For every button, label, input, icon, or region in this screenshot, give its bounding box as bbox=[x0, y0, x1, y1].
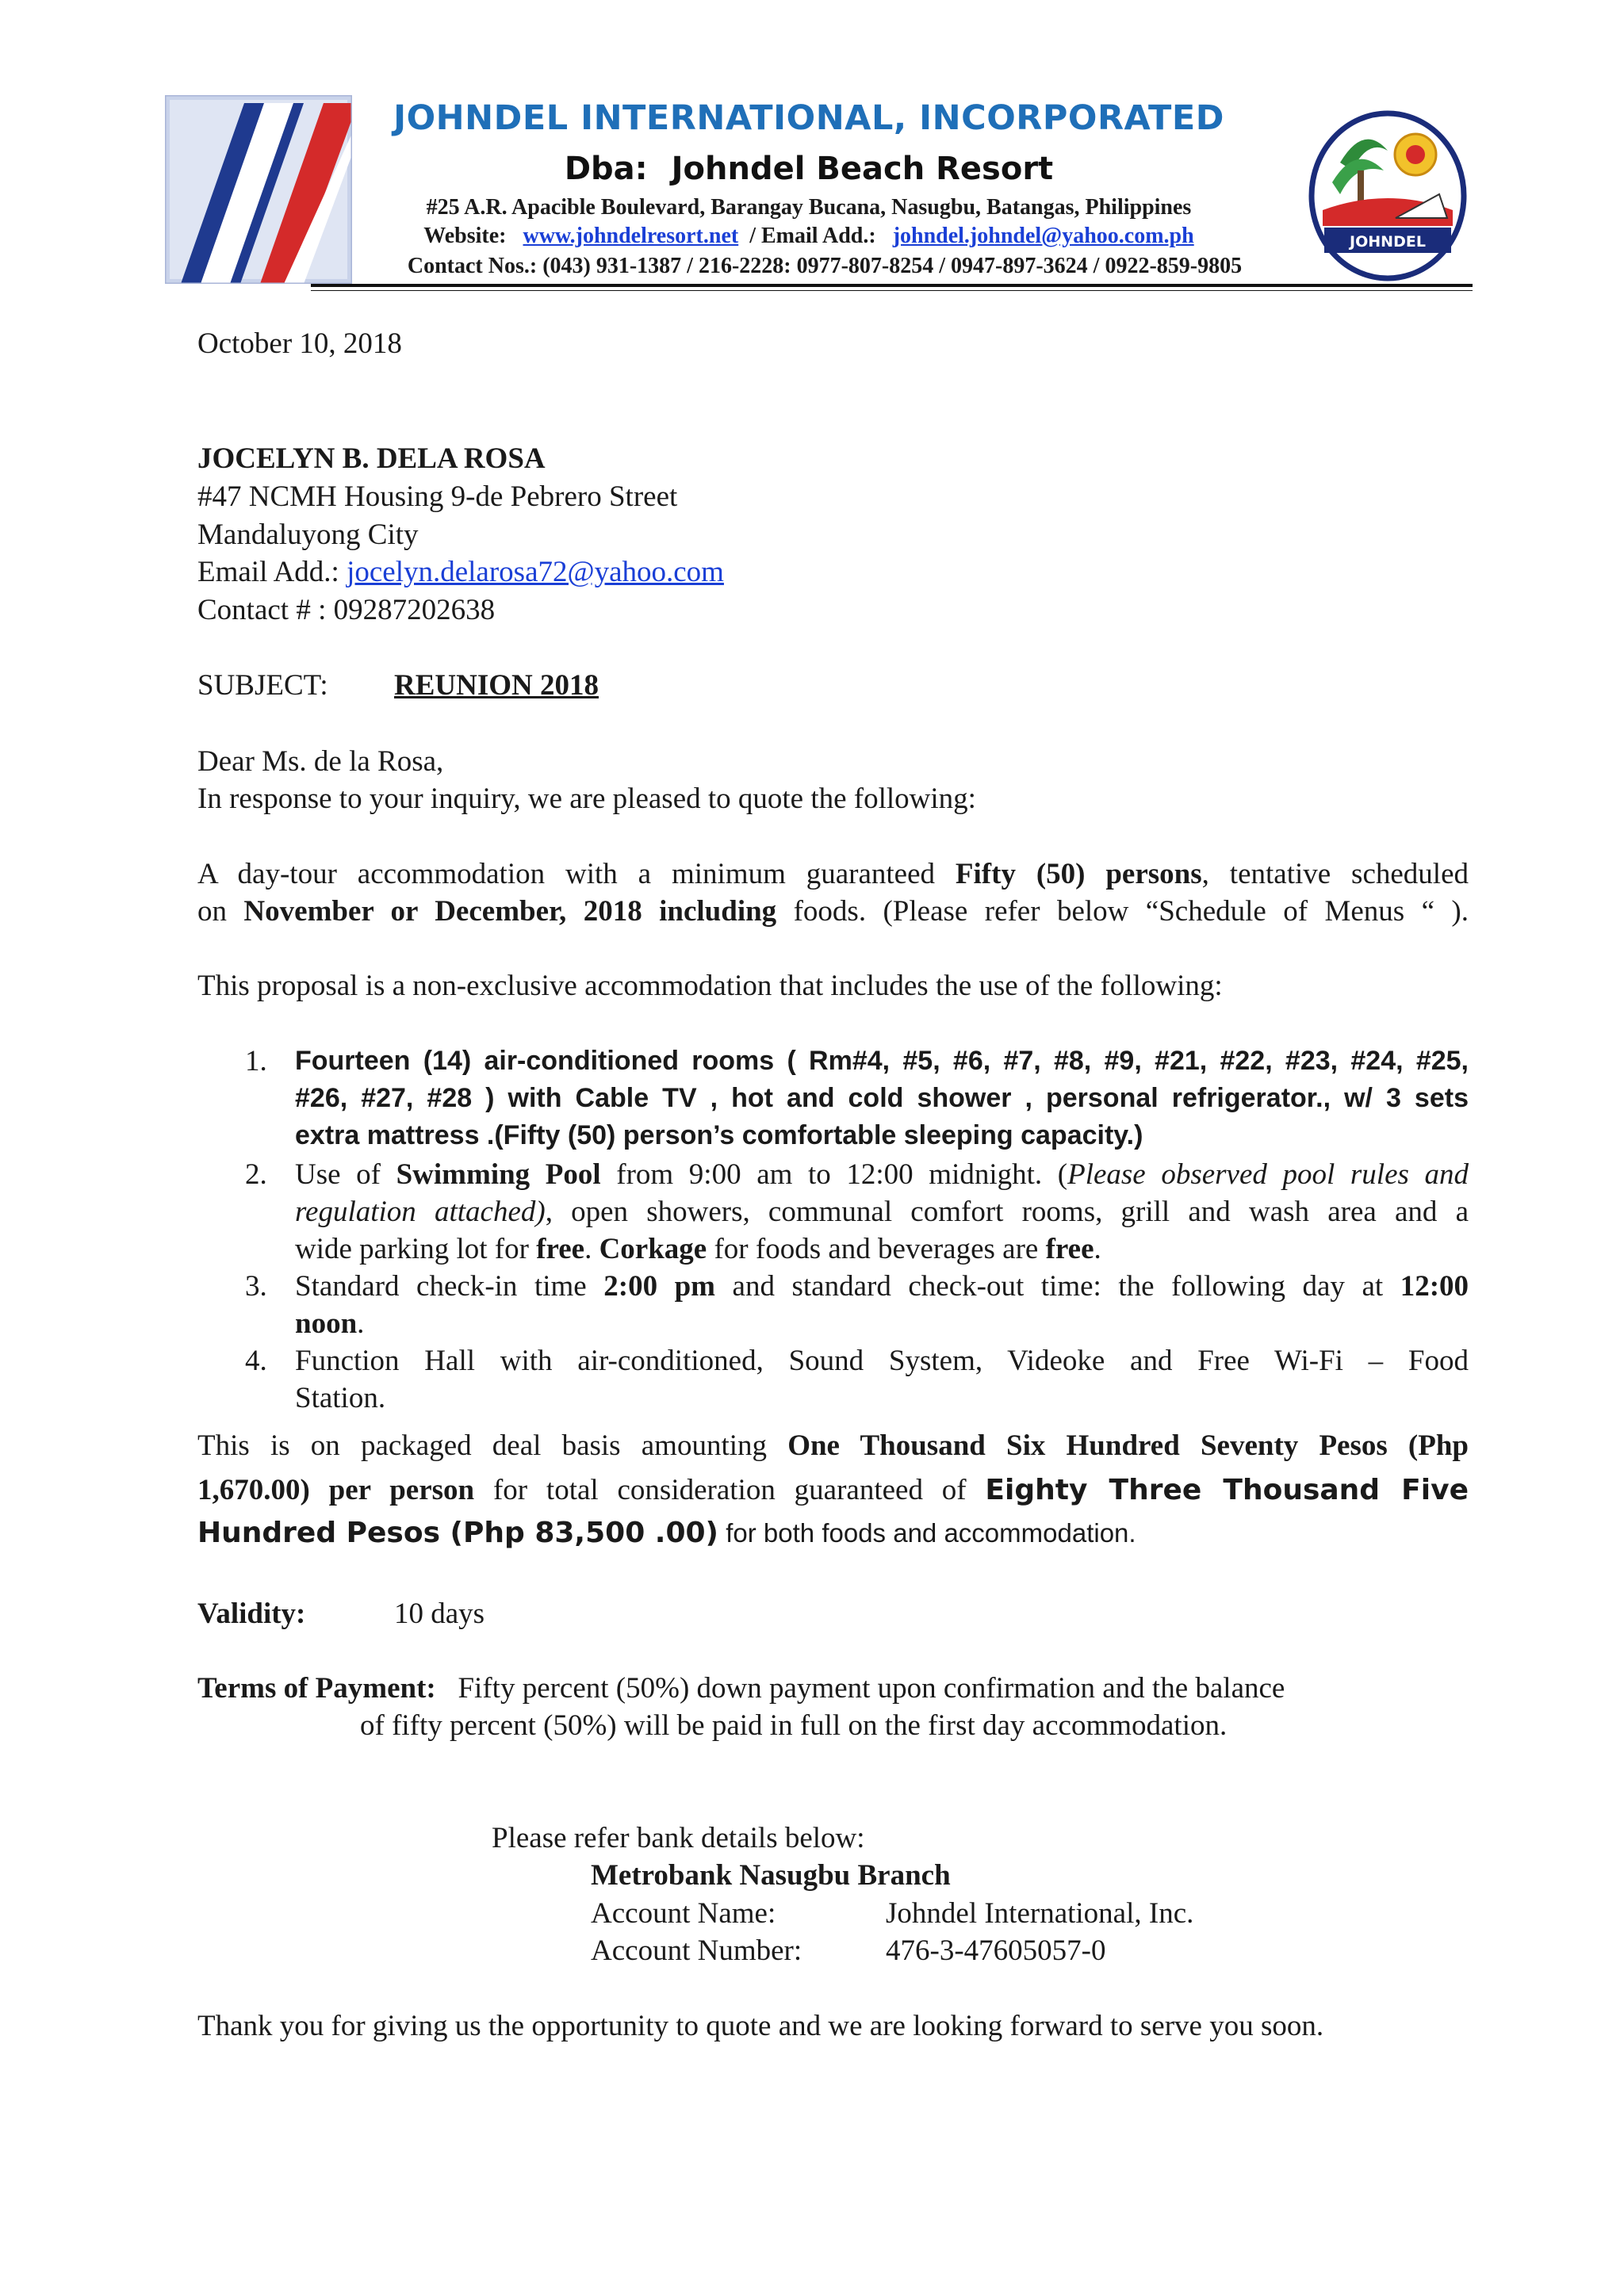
dba-name: Johndel Beach Resort bbox=[671, 151, 1054, 187]
payment-line-1: Terms of Payment: Fifty percent (50%) down payment upon confirmation and the balance bbox=[197, 1672, 1285, 1705]
paragraph-1-line-1: A day-tour accommodation with a minimum guaranteed Fifty (50) persons, tentative scheduled bbox=[197, 858, 1469, 890]
account-name-label: Account Name: bbox=[591, 1897, 776, 1930]
letterhead-divider bbox=[311, 284, 1473, 287]
dba-label: Dba: bbox=[564, 151, 648, 187]
account-name-value: Johndel International, Inc. bbox=[886, 1897, 1194, 1930]
package-line-2: 1,670.00) per person for total consideration guaranteed of Eighty Three Thousand Five bbox=[197, 1474, 1469, 1506]
website-label: Website: bbox=[423, 224, 507, 248]
recipient-contact: Contact # : 09287202638 bbox=[197, 594, 496, 626]
letterhead-divider-thin bbox=[311, 290, 1473, 291]
recipient-address-1: #47 NCMH Housing 9-de Pebrero Street bbox=[197, 480, 678, 513]
recipient-address-2: Mandaluyong City bbox=[197, 519, 419, 551]
account-number-label: Account Number: bbox=[591, 1934, 802, 1967]
paragraph-2: This proposal is a non-exclusive accommodation that includes the use of the following: bbox=[197, 970, 1223, 1002]
validity-value: 10 days bbox=[394, 1598, 485, 1630]
paragraph-1-line-2: on November or December, 2018 including foods. (Please refer below “Schedule of Menus “ ). bbox=[197, 895, 1469, 928]
package-line-3: Hundred Pesos (Php 83,500 .00) for both foods and accommodation. bbox=[197, 1517, 1136, 1549]
list-item-number: 3. bbox=[245, 1270, 267, 1303]
intro-text: In response to your inquiry, we are pleased to quote the following: bbox=[197, 783, 976, 815]
recipient-email-label: Email Add.: bbox=[197, 556, 339, 588]
subject-value: REUNION 2018 bbox=[394, 669, 599, 702]
recipient-name: JOCELYN B. DELA ROSA bbox=[197, 442, 546, 475]
resort-logo-text: JOHNDEL bbox=[1350, 233, 1426, 251]
company-address: #25 A.R. Apacible Boulevard, Barangay Bucana, Nasugbu, Batangas, Philippines bbox=[426, 195, 1192, 220]
package-line-1: This is on packaged deal basis amounting One Thousand Six Hundred Seventy Pesos (Php bbox=[197, 1429, 1469, 1462]
closing-text: Thank you for giving us the opportunity to quote and we are looking forward to serve you soon. bbox=[197, 2010, 1324, 2042]
dba-line bbox=[349, 151, 1269, 187]
salutation: Dear Ms. de la Rosa, bbox=[197, 745, 444, 778]
resort-logo-right bbox=[1308, 107, 1467, 281]
company-name: JOHNDEL INTERNATIONAL, INCORPORATED bbox=[393, 98, 1224, 138]
recipient-email-link[interactable]: jocelyn.delarosa72@yahoo.com bbox=[347, 556, 724, 588]
account-number-value: 476-3-47605057-0 bbox=[886, 1934, 1106, 1967]
list-item-number: 2. bbox=[245, 1158, 267, 1191]
letter-date: October 10, 2018 bbox=[197, 327, 402, 360]
company-email-link[interactable]: johndel.johndel@yahoo.com.ph bbox=[892, 224, 1194, 248]
bank-intro: Please refer bank details below: bbox=[492, 1822, 865, 1854]
subject-label: SUBJECT: bbox=[197, 669, 328, 702]
validity-label: Validity: bbox=[197, 1598, 306, 1630]
email-label: / Email Add.: bbox=[749, 224, 876, 248]
company-contact-numbers: Contact Nos.: (043) 931-1387 / 216-2228: 0977-807-8254 / 0947-897-3624 / 0922-859-9805 bbox=[407, 254, 1243, 278]
bank-name: Metrobank Nasugbu Branch bbox=[591, 1859, 951, 1892]
website-link[interactable]: www.johndelresort.net bbox=[523, 224, 739, 248]
list-item-number: 1. bbox=[245, 1045, 267, 1077]
list-item-number: 4. bbox=[245, 1345, 267, 1377]
payment-label: Terms of Payment: bbox=[197, 1672, 436, 1705]
payment-line-2: of fifty percent (50%) will be paid in full on the first day accommodation. bbox=[360, 1709, 1228, 1742]
website-line bbox=[349, 224, 1269, 249]
recipient-email-line bbox=[197, 553, 724, 591]
